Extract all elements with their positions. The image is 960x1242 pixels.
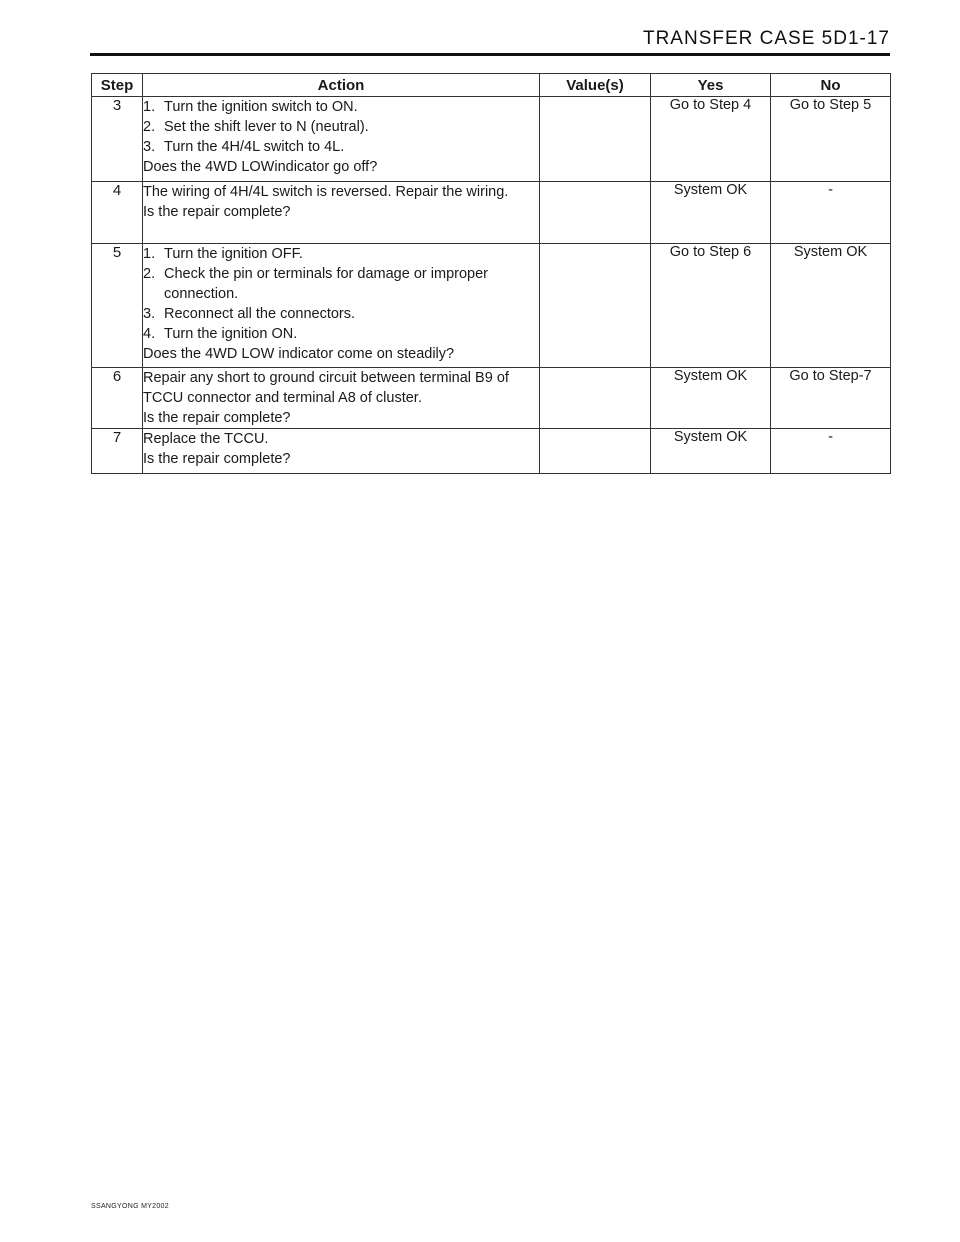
column-header-action: Action bbox=[143, 74, 540, 97]
column-header-yes: Yes bbox=[651, 74, 771, 97]
step-number: 3 bbox=[92, 97, 143, 182]
action-item-number: 3. bbox=[143, 139, 156, 155]
step-number: 7 bbox=[92, 429, 143, 474]
column-header-values: Value(s) bbox=[540, 74, 651, 97]
action-text: Is the repair complete? bbox=[143, 451, 291, 467]
no-result: Go to Step-7 bbox=[771, 368, 891, 429]
action-text: The wiring of 4H/4L switch is reversed. Repair the wiring. bbox=[143, 184, 509, 200]
action-text: Replace the TCCU. bbox=[143, 431, 269, 447]
action-cell bbox=[143, 97, 540, 182]
table-row bbox=[92, 97, 891, 182]
value-cell bbox=[540, 97, 651, 182]
action-step-item bbox=[143, 264, 539, 304]
table-body bbox=[92, 97, 891, 474]
table-row bbox=[92, 429, 891, 474]
action-item-text: Turn the ignition ON. bbox=[164, 326, 298, 342]
action-item-number: 2. bbox=[143, 266, 156, 282]
yes-result: System OK bbox=[651, 429, 771, 474]
action-item-text: Turn the 4H/4L switch to 4L. bbox=[164, 139, 345, 155]
step-number: 6 bbox=[92, 368, 143, 429]
action-text: Is the repair complete? bbox=[143, 204, 291, 220]
action-cell bbox=[143, 429, 540, 474]
action-item-number: 1. bbox=[143, 99, 156, 115]
action-step-item bbox=[143, 117, 539, 137]
action-step-item bbox=[143, 137, 539, 157]
action-text: Repair any short to ground circuit between terminal B9 of TCCU connector and terminal A8 of cluster. bbox=[143, 370, 509, 406]
step-number: 4 bbox=[92, 182, 143, 244]
no-result: Go to Step 5 bbox=[771, 97, 891, 182]
step-number: 5 bbox=[92, 244, 143, 368]
column-header-no: No bbox=[771, 74, 891, 97]
action-text: Is the repair complete? bbox=[143, 410, 291, 426]
table-row bbox=[92, 182, 891, 244]
no-result: - bbox=[771, 429, 891, 474]
action-cell bbox=[143, 182, 540, 244]
yes-result: System OK bbox=[651, 182, 771, 244]
page-title: TRANSFER CASE 5D1-17 bbox=[642, 28, 890, 49]
value-cell bbox=[540, 368, 651, 429]
header-divider bbox=[90, 53, 890, 56]
table-row bbox=[92, 244, 891, 368]
yes-result: Go to Step 6 bbox=[651, 244, 771, 368]
value-cell bbox=[540, 182, 651, 244]
action-item-text: Check the pin or terminals for damage or improper connection. bbox=[164, 266, 488, 302]
action-step-item bbox=[143, 324, 539, 344]
yes-result: Go to Step 4 bbox=[651, 97, 771, 182]
action-step-item bbox=[143, 97, 539, 117]
action-item-text: Turn the ignition switch to ON. bbox=[164, 99, 358, 115]
no-result: - bbox=[771, 182, 891, 244]
action-cell bbox=[143, 368, 540, 429]
action-step-item bbox=[143, 304, 539, 324]
no-result: System OK bbox=[771, 244, 891, 368]
action-item-text: Turn the ignition OFF. bbox=[164, 246, 303, 262]
action-item-number: 3. bbox=[143, 306, 156, 322]
action-item-number: 1. bbox=[143, 246, 156, 262]
action-item-text: Set the shift lever to N (neutral). bbox=[164, 119, 369, 135]
action-item-number: 4. bbox=[143, 326, 156, 342]
table-header-row bbox=[92, 74, 891, 97]
footer-text: SSANGYONG MY2002 bbox=[91, 1203, 169, 1210]
value-cell bbox=[540, 429, 651, 474]
column-header-step: Step bbox=[92, 74, 143, 97]
diagnostic-table bbox=[91, 73, 891, 474]
action-item-number: 2. bbox=[143, 119, 156, 135]
action-item-text: Reconnect all the connectors. bbox=[164, 306, 356, 322]
action-text: Does the 4WD LOW indicator come on steadily? bbox=[143, 346, 455, 362]
value-cell bbox=[540, 244, 651, 368]
action-text: Does the 4WD LOWindicator go off? bbox=[143, 159, 378, 175]
yes-result: System OK bbox=[651, 368, 771, 429]
action-step-item bbox=[143, 244, 539, 264]
table-row bbox=[92, 368, 891, 429]
action-cell bbox=[143, 244, 540, 368]
